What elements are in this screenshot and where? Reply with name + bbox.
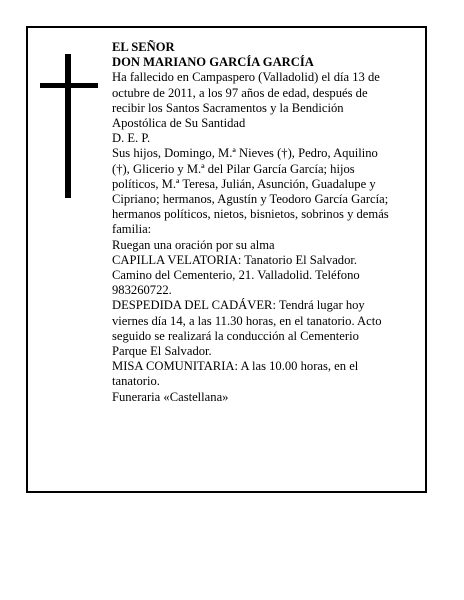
title-line-1: EL SEÑOR [112,40,175,54]
prayer-request: Ruegan una oración por su alma [112,237,275,252]
deceased-name: DON MARIANO GARCÍA GARCÍA [112,55,314,70]
rip-line: D. E. P. [112,131,151,146]
cross-icon [40,54,98,198]
cross-vertical-bar [65,54,71,198]
farewell-info: DESPEDIDA DEL CADÁVER: Tendrá lugar hoy viernes día 14, a las 11.30 horas, en el tanatorio. Acto seguido se realizará la conducción al Cementerio Parque El Salvador. [112,298,382,359]
chapel-info: CAPILLA VELATORIA: Tanatorio El Salvador. Camino del Cementerio, 21. Valladolid. Teléfono 983260722. [112,252,360,298]
mass-info: MISA COMUNITARIA: A las 10.00 horas, en el tanatorio. [112,359,359,389]
cross-horizontal-bar [40,83,98,88]
funeral-home: Funeraria «Castellana» [112,389,229,404]
announcement-paragraph: Ha fallecido en Campaspero (Valladolid) el día 13 de octubre de 2011, a los 97 años de edad, después de recibir los Santos Sacramentos y la Bendición Apostólica de Su Santidad [112,70,380,131]
family-paragraph: Sus hijos, Domingo, M.ª Nieves (†), Pedro, Aquilino (†), Glicerio y M.ª del Pilar García García; hijos políticos, M.ª Teresa, Julián, Asunción, Guadalupe y Cipriano; hermanos, Agustín y Teodoro García García; hermanos políticos, nietos, bisnietos, sobrinos y demás familia: [112,146,389,237]
obituary-text [112,40,392,405]
